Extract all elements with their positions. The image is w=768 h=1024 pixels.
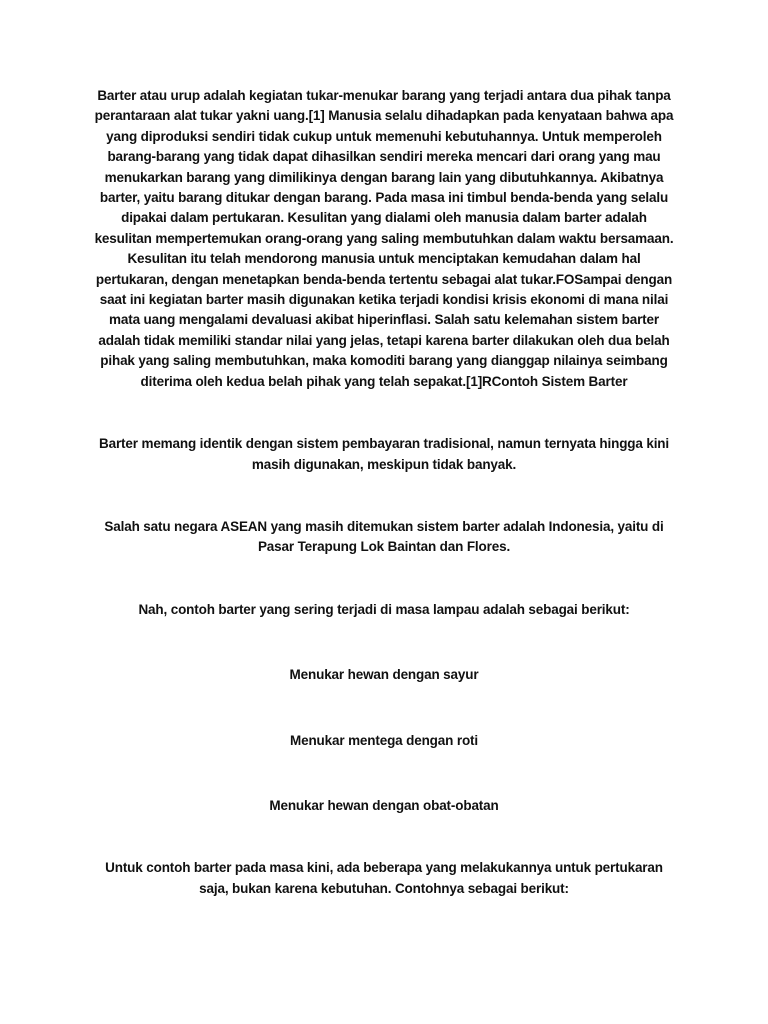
document-page [92,86,676,899]
example-item-3: Menukar hewan dengan obat-obatan [269,797,499,813]
paragraph-intro: Barter atau urup adalah kegiatan tukar-menukar barang yang terjadi antara dua pihak tanpa perantaraan alat tukar yakni uang.[1] Manusia selalu dihadapkan pada kenyataan bahwa apa yang diproduksi sendiri tidak cukup untuk memenuhi kebutuhannya. Untuk memperoleh barang-barang yang tidak dapat dihasilkan sendiri mereka mencari dari orang yang mau menukarkan barang yang dimilikinya dengan barang lain yang dibutuhkannya. Akibatnya barter, yaitu barang ditukar dengan barang. Pada masa ini timbul benda-benda yang selalu dipakai dalam pertukaran. Kesulitan yang dialami oleh manusia dalam barter adalah kesulitan mempertemukan orang-orang yang saling membutuhkan dalam waktu bersamaan. Kesulitan itu telah mendorong manusia untuk menciptakan kemudahan dalam hal pertukaran, dengan menetapkan benda-benda tertentu sebagai alat tukar.FOSampai dengan saat ini kegiatan barter masih digunakan ketika terjadi kondisi krisis ekonomi di mana nilai mata uang mengalami devaluasi akibat hiperinflasi. Salah satu kelemahan sistem barter adalah tidak memiliki standar nilai yang jelas, tetapi karena barter dilakukan oleh dua belah pihak yang saling membutuhkan, maka komoditi barang yang dianggap nilainya seimbang diterima oleh kedua belah pihak yang telah sepakat.[1]RContoh Sistem Barter [94,88,674,389]
paragraph-examples-modern: Untuk contoh barter pada masa kini, ada beberapa yang melakukannya untuk pertukaran saja, bukan karena kebutuhan. Contohnya sebagai berikut: [105,860,663,896]
paragraph-tradition: Barter memang identik dengan sistem pembayaran tradisional, namun ternyata hingga kini masih digunakan, meskipun tidak banyak. [99,436,669,472]
example-item-2: Menukar mentega dengan roti [290,732,478,748]
paragraph-examples-past: Nah, contoh barter yang sering terjadi di masa lampau adalah sebagai berikut: [138,601,630,617]
example-item-1: Menukar hewan dengan sayur [289,667,479,683]
paragraph-asean: Salah satu negara ASEAN yang masih ditemukan sistem barter adalah Indonesia, yaitu di Pasar Terapung Lok Baintan dan Flores. [104,518,664,555]
